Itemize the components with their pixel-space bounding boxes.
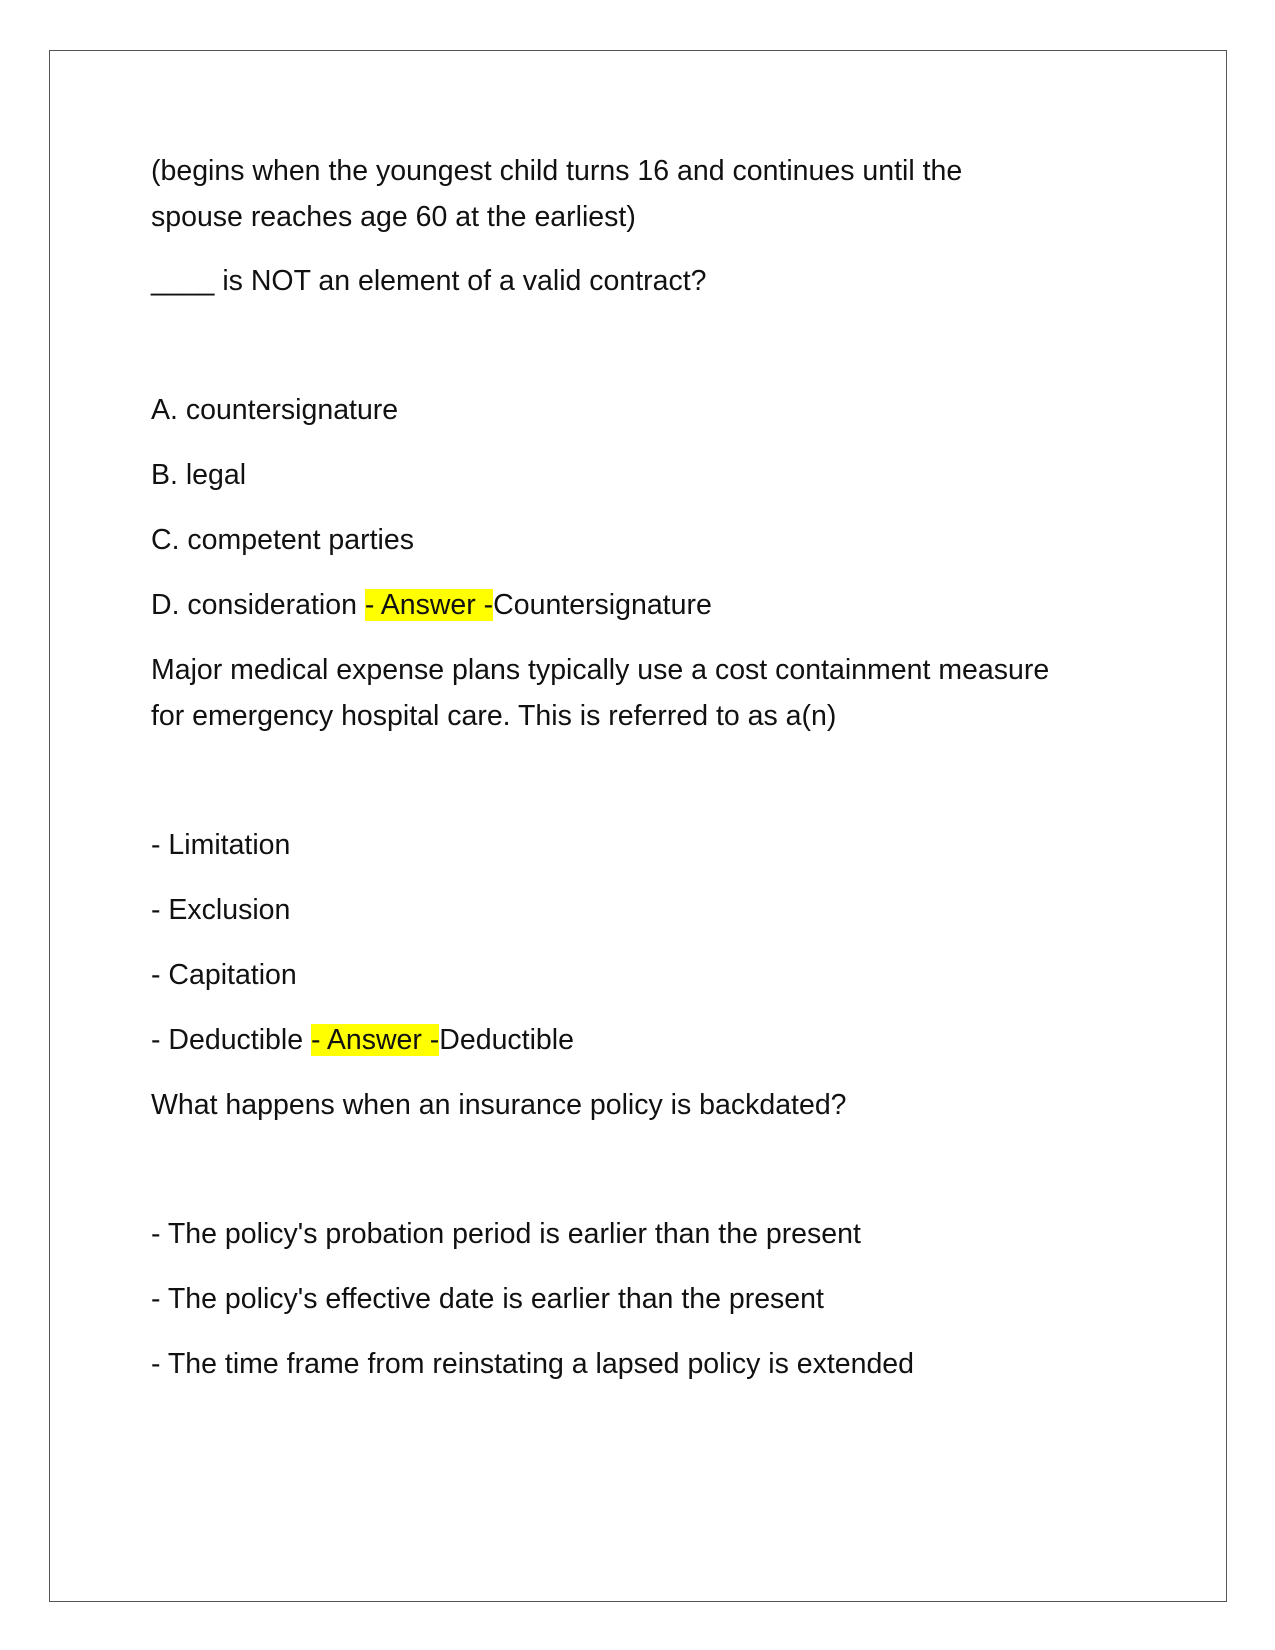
text-line-continuation-1: (begins when the youngest child turns 16 and continues until the xyxy=(151,155,963,187)
question-2-option-d-line xyxy=(151,1017,574,1063)
question-1: ____ is NOT an element of a valid contract? xyxy=(151,265,707,297)
question-1-option-a: A. countersignature xyxy=(151,394,399,426)
text-line-continuation-2: spouse reaches age 60 at the earliest) xyxy=(151,201,636,233)
question-3-option-c: - The time frame from reinstating a lapsed policy is extended xyxy=(151,1348,915,1380)
question-2-line-2: for emergency hospital care. This is referred to as a(n) xyxy=(151,700,837,732)
question-2-option-d: - Deductible xyxy=(151,1024,311,1056)
question-1-option-d-line xyxy=(151,582,712,628)
question-3: What happens when an insurance policy is backdated? xyxy=(151,1089,847,1121)
question-1-option-c: C. competent parties xyxy=(151,524,414,556)
question-1-option-d: D. consideration xyxy=(151,589,365,621)
question-1-answer: Countersignature xyxy=(493,589,712,621)
question-3-option-a: - The policy's probation period is earlier than the present xyxy=(151,1218,861,1250)
answer-highlight-1: - Answer - xyxy=(364,589,494,621)
question-2-option-c: - Capitation xyxy=(151,959,297,991)
question-2-line-1: Major medical expense plans typically use a cost containment measure xyxy=(151,654,1050,686)
question-1-option-b: B. legal xyxy=(151,459,247,491)
question-2-answer: Deductible xyxy=(439,1024,574,1056)
question-2-option-a: - Limitation xyxy=(151,829,291,861)
answer-highlight-2: - Answer - xyxy=(311,1024,440,1056)
question-2-option-b: - Exclusion xyxy=(151,894,291,926)
question-3-option-b: - The policy's effective date is earlier than the present xyxy=(151,1283,824,1315)
